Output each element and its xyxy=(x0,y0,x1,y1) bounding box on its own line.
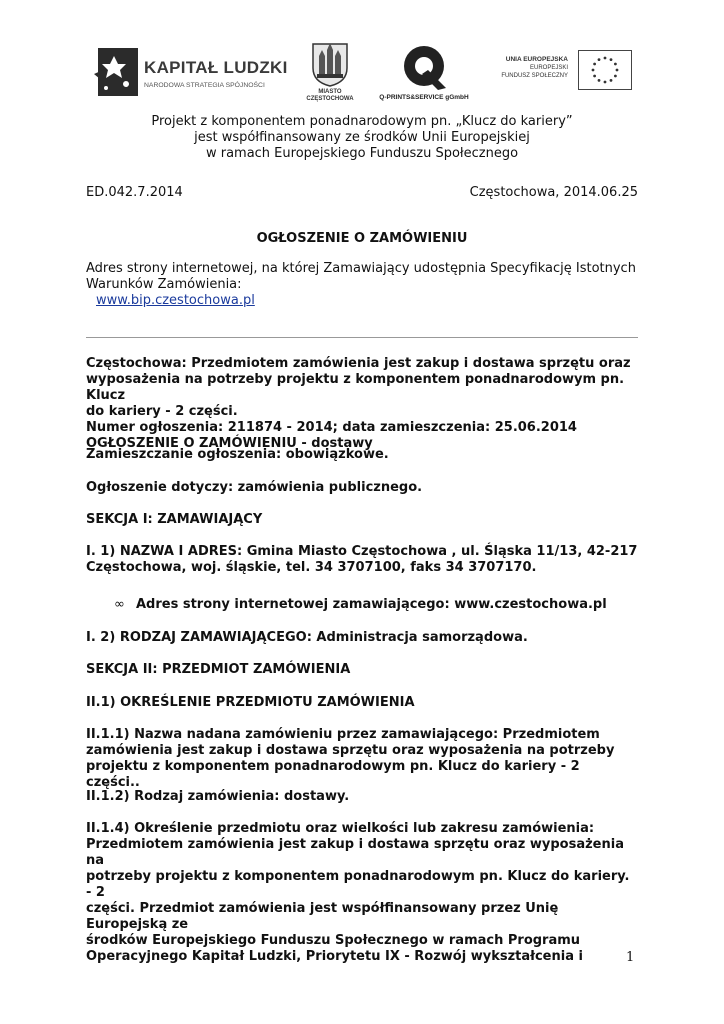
eu-logo xyxy=(488,48,636,98)
meta-row xyxy=(86,185,638,200)
city-crest-icon xyxy=(305,40,355,88)
address-line-2: Częstochowa, woj. śląskie, tel. 34 3707100, faks 34 3707170. xyxy=(86,560,537,575)
section-2-heading: SEKCJA II: PRZEDMIOT ZAMÓWIENIA xyxy=(86,662,351,677)
divider xyxy=(86,337,638,338)
intro-line-2: jest współfinansowany ze środków Unii Europejskiej xyxy=(194,130,530,145)
section-1-heading: SEKCJA I: ZAMAWIAJĄCY xyxy=(86,512,263,527)
czestochowa-logo xyxy=(305,40,355,104)
summary-line-2: wyposażenia na potrzeby projektu z komponentem ponadnarodowym pn. Klucz xyxy=(86,372,625,403)
authority-type: I. 2) RODZAJ ZAMAWIAJĄCEGO: Administracja samorządowa. xyxy=(86,630,528,645)
address-info-line-1: Adres strony internetowej, na której Zamawiający udostępnia Specyfikację Istotnych xyxy=(86,261,636,276)
announcement-type: OGŁOSZENIE O ZAMÓWIENIU - dostawy xyxy=(86,436,373,451)
kapital-ludzki-star-icon xyxy=(92,44,140,102)
scope-line-4: części. Przedmiot zamówienia jest współfinansowany przez Unię Europejską ze xyxy=(86,901,559,932)
summary-paragraph xyxy=(86,356,638,452)
announcement-number: Numer ogłoszenia: 211874 - 2014; data zamieszczenia: 25.06.2014 xyxy=(86,420,577,435)
scope-line-2: Przedmiotem zamówienia jest zakup i dostawa sprzętu oraz wyposażenia na xyxy=(86,837,624,868)
website-text: Adres strony internetowej zamawiającego: www.czestochowa.pl xyxy=(136,597,607,612)
intro-line-3: w ramach Europejskiego Funduszu Społecznego xyxy=(205,146,519,161)
miasto-label: MIASTO xyxy=(318,89,342,95)
address-info xyxy=(86,261,638,309)
q-prints-label: Q-PRINTS&SERVICE gGmbH xyxy=(379,94,469,101)
header-logos xyxy=(0,38,724,106)
summary-line-1: Częstochowa: Przedmiotem zamówienia jest zakup i dostawa sprzętu oraz xyxy=(86,356,631,371)
q-prints-logo xyxy=(368,42,480,104)
infinity-bullet-icon: ∞ xyxy=(114,597,125,612)
contract-name xyxy=(86,727,638,791)
ue-line3: FUNDUSZ SPOŁECZNY xyxy=(501,73,568,79)
ue-line2: EUROPEJSKI xyxy=(529,65,568,71)
address-line-1: I. 1) NAZWA I ADRES: Gmina Miasto Częstochowa , ul. Śląska 11/13, 42-217 xyxy=(86,544,638,559)
contract-name-line-1: II.1.1) Nazwa nadana zamówieniu przez zamawiającego: Przedmiotem xyxy=(86,727,600,742)
contracting-authority-address xyxy=(86,544,638,576)
scope-line-3: potrzeby projektu z komponentem ponadnarodowym pn. Klucz do kariery. - 2 xyxy=(86,869,630,900)
announcement-concerns: Ogłoszenie dotyczy: zamówienia publicznego. xyxy=(86,480,423,495)
scope-line-5: środków Europejskiego Funduszu Społecznego w ramach Programu xyxy=(86,933,581,948)
publication-mandatory: Zamieszczanie ogłoszenia: obowiązkowe. xyxy=(86,447,389,462)
address-info-line-2: Warunków Zamówienia: xyxy=(86,277,242,292)
ue-title: UNIA EUROPEJSKA xyxy=(505,56,568,63)
reference-number: ED.042.7.2014 xyxy=(86,185,183,200)
section-2-1-heading: II.1) OKREŚLENIE PRZEDMIOTU ZAMÓWIENIA xyxy=(86,695,415,710)
project-intro xyxy=(86,114,638,162)
contract-name-line-2: zamówienia jest zakup i dostawa sprzętu oraz wyposażenia na potrzeby xyxy=(86,743,615,758)
place-date: Częstochowa, 2014.06.25 xyxy=(469,185,638,200)
kapital-ludzki-subtitle: NARODOWA STRATEGIA SPÓJNOŚCI xyxy=(144,82,265,89)
document-title: OGŁOSZENIE O ZAMÓWIENIU xyxy=(256,231,468,246)
kapital-ludzki-title: KAPITAŁ LUDZKI xyxy=(144,58,288,77)
intro-line-1: Projekt z komponentem ponadnarodowym pn. „Klucz do kariery” xyxy=(151,114,573,129)
kapital-ludzki-logo xyxy=(92,44,292,102)
scope-line-6: Operacyjnego Kapitał Ludzki, Priorytetu IX - Rozwój wykształcenia i xyxy=(86,949,583,964)
page-number: 1 xyxy=(626,950,635,965)
contract-scope xyxy=(86,821,638,965)
q-letter-icon xyxy=(368,42,480,94)
website-item xyxy=(86,597,638,613)
contract-name-line-3: projektu z komponentem ponadnarodowym pn. Klucz do kariery - 2 części.. xyxy=(86,759,580,790)
eu-flag-icon xyxy=(578,50,632,90)
miasto-city-label: CZĘSTOCHOWA xyxy=(306,96,354,102)
contract-type: II.1.2) Rodzaj zamówienia: dostawy. xyxy=(86,789,350,804)
scope-line-1: II.1.4) Określenie przedmiotu oraz wielkości lub zakresu zamówienia: xyxy=(86,821,595,836)
bip-link[interactable]: www.bip.czestochowa.pl xyxy=(96,293,255,308)
summary-line-3: do kariery - 2 części. xyxy=(86,404,238,419)
